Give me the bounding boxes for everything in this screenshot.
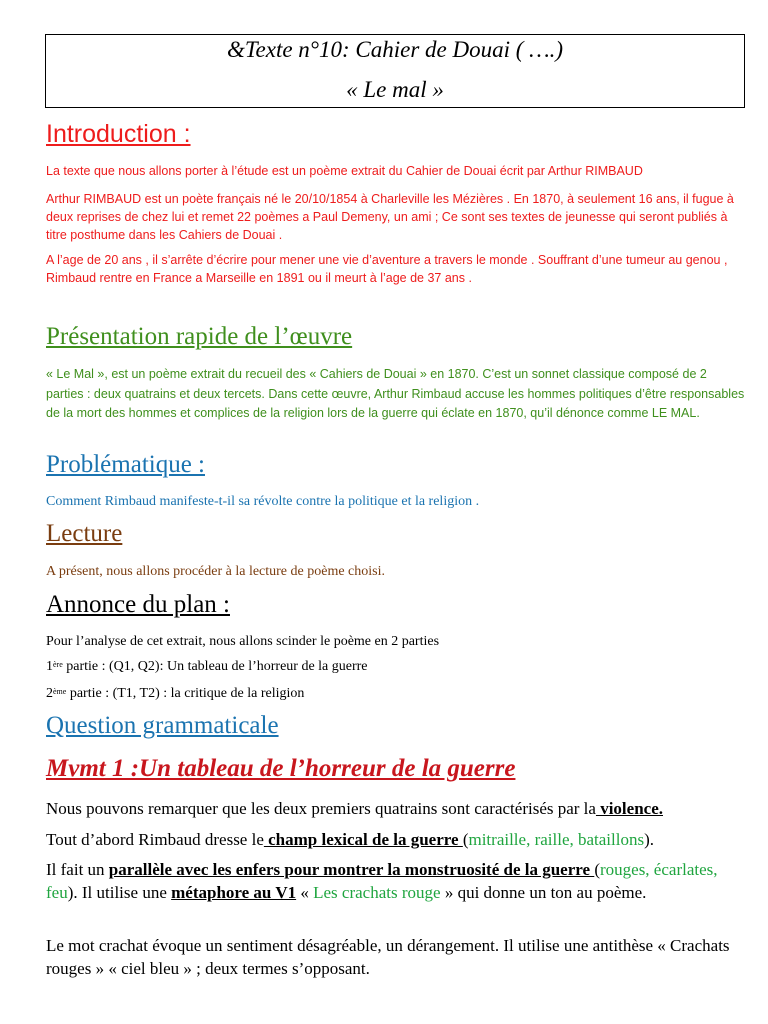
problematique-text: Comment Rimbaud manifeste-t-il sa révolte contre la politique et la religion . bbox=[46, 494, 480, 509]
plan-part-2: 2ème partie : (T1, T2) : la critique de la religion bbox=[46, 686, 305, 701]
presentation-heading: Présentation rapide de l’œuvre bbox=[46, 323, 353, 350]
introduction-paragraph-3: A l’age de 20 ans , il s’arrête d’écrire pour mener une vie d’aventure a travers le monde . Souffrant d’une tumeur au genou , Rimbaud rentre en France a Marseille en 1891 ou il meurt à l’age de 37 ans . bbox=[46, 253, 728, 285]
introduction-paragraph-2: Arthur RIMBAUD est un poète français né le 20/10/1854 à Charleville les Mézières . En 1870, à seulement 16 ans, il fugue à deux reprises de chez lui et remet 22 poèmes a Paul Demeny, un ami ; Ce sont ses textes de jeunesse qui seront publiés à titre posthume dans les Cahiers de Douai . bbox=[46, 192, 734, 242]
title-box bbox=[45, 34, 745, 108]
introduction-paragraph-1: La texte que nous allons porter à l’étude est un poème extrait du Cahier de Douai écrit par Arthur RIMBAUD bbox=[46, 164, 643, 178]
title-line-1: &Texte n°10: Cahier de Douai ( ….) bbox=[226, 37, 564, 62]
mvmt1-heading: Mvmt 1 :Un tableau de l’horreur de la guerre bbox=[46, 755, 516, 782]
mvmt1-line-3: Il fait un parallèle avec les enfers pour montrer la monstruosité de la guerre (rouges, écarlates, feu). Il utilise une métaphore au V1 « Les crachats rouge » qui donne un ton au poème. bbox=[46, 860, 718, 902]
mvmt1-line-2: Tout d’abord Rimbaud dresse le champ lexical de la guerre (mitraille, raille, bataillons). bbox=[46, 830, 655, 849]
question-heading: Question grammaticale bbox=[46, 712, 279, 739]
mvmt1-line-4: Le mot crachat évoque un sentiment désagréable, un dérangement. Il utilise une antithèse « Crachats rouges » « ciel bleu » ; deux termes s’opposant. bbox=[46, 936, 730, 978]
plan-heading: Annonce du plan : bbox=[46, 591, 230, 618]
plan-part-1: 1ère partie : (Q1, Q2): Un tableau de l’horreur de la guerre bbox=[46, 659, 368, 674]
presentation-text: « Le Mal », est un poème extrait du recueil des « Cahiers de Douai » en 1870. C’est un sonnet classique composé de 2 parties : deux quatrains et deux tercets. Dans cette œuvre, Arthur Rimbaud accuse les hommes politiques d’être responsables de la mort des hommes et complices de la religion lors de la guerre qui éclate en 1870, qu’il dénonce comme LE MAL. bbox=[46, 367, 745, 420]
problematique-heading: Problématique : bbox=[46, 451, 205, 478]
introduction-heading: Introduction : bbox=[46, 120, 191, 148]
lecture-heading: Lecture bbox=[46, 520, 123, 547]
title-line-2: « Le mal » bbox=[346, 77, 444, 102]
lecture-text: A présent, nous allons procéder à la lecture de poème choisi. bbox=[46, 564, 385, 579]
mvmt1-line-1: Nous pouvons remarquer que les deux premiers quatrains sont caractérisés par la violence. bbox=[46, 799, 663, 818]
plan-intro: Pour l’analyse de cet extrait, nous allons scinder le poème en 2 parties bbox=[46, 634, 440, 649]
